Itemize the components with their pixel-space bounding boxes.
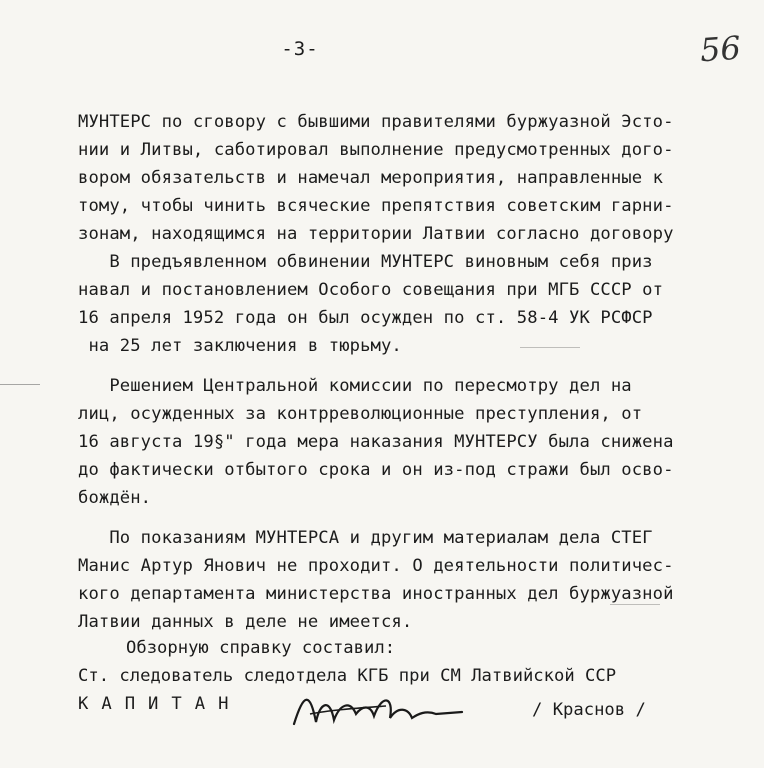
body-line: навал и постановлением Особого совещания при МГБ СССР от: [78, 280, 664, 300]
body-line: до фактически отбытого срока и он из-под стражи был осво-: [78, 460, 674, 480]
body-line: МУНТЕРС по сговору с бывшими правителями буржуазной Эсто-: [78, 112, 674, 132]
body-line: вором обязательств и намечал мероприятия, направленные к: [78, 168, 664, 188]
body-line: зонам, находящимся на территории Латвии согласно договору: [78, 224, 674, 244]
archive-number: 56: [698, 28, 742, 70]
body-line: Манис Артур Янович не проходит. О деятельности политичес-: [78, 556, 674, 576]
body-line: тому, чтобы чинить всяческие препятствия советским гарни-: [78, 196, 674, 216]
body-line: на 25 лет заключения в тюрьму.: [78, 336, 402, 356]
signer-rank: КАПИТАН: [78, 694, 242, 714]
body-line: 16 августа 19§" года мера наказания МУНТЕРСУ была снижена: [78, 432, 674, 452]
signer-title: Ст. следователь следотдела КГБ при СМ Латвийской ССР: [78, 666, 617, 686]
signer-name: / Краснов /: [532, 700, 646, 720]
page-number: -3-: [281, 38, 319, 60]
scan-mark: [610, 604, 660, 605]
document-body: [78, 108, 758, 636]
body-line: Латвии данных в деле не имеется.: [78, 612, 413, 632]
body-line: Решением Центральной комиссии по пересмотру дел на: [78, 376, 632, 396]
body-line: нии и Литвы, саботировал выполнение предусмотренных дого-: [78, 140, 674, 160]
scan-mark: [0, 384, 40, 385]
body-line: кого департамента министерства иностранных дел буржуазной: [78, 584, 674, 604]
scan-mark: [520, 347, 580, 348]
closing-line: Обзорную справку составил:: [126, 638, 396, 658]
handwritten-signature: [290, 684, 480, 734]
body-line: По показаниям МУНТЕРСА и другим материалам дела СТЕГ: [78, 528, 653, 548]
body-line: бождён.: [78, 488, 152, 508]
body-line: 16 апреля 1952 года он был осужден по ст. 58-4 УК РСФСР: [78, 308, 653, 328]
body-line: лиц, осужденных за контрреволюционные преступления, от: [78, 404, 643, 424]
body-line: В предъявленном обвинении МУНТЕРС виновным себя приз: [78, 252, 653, 272]
